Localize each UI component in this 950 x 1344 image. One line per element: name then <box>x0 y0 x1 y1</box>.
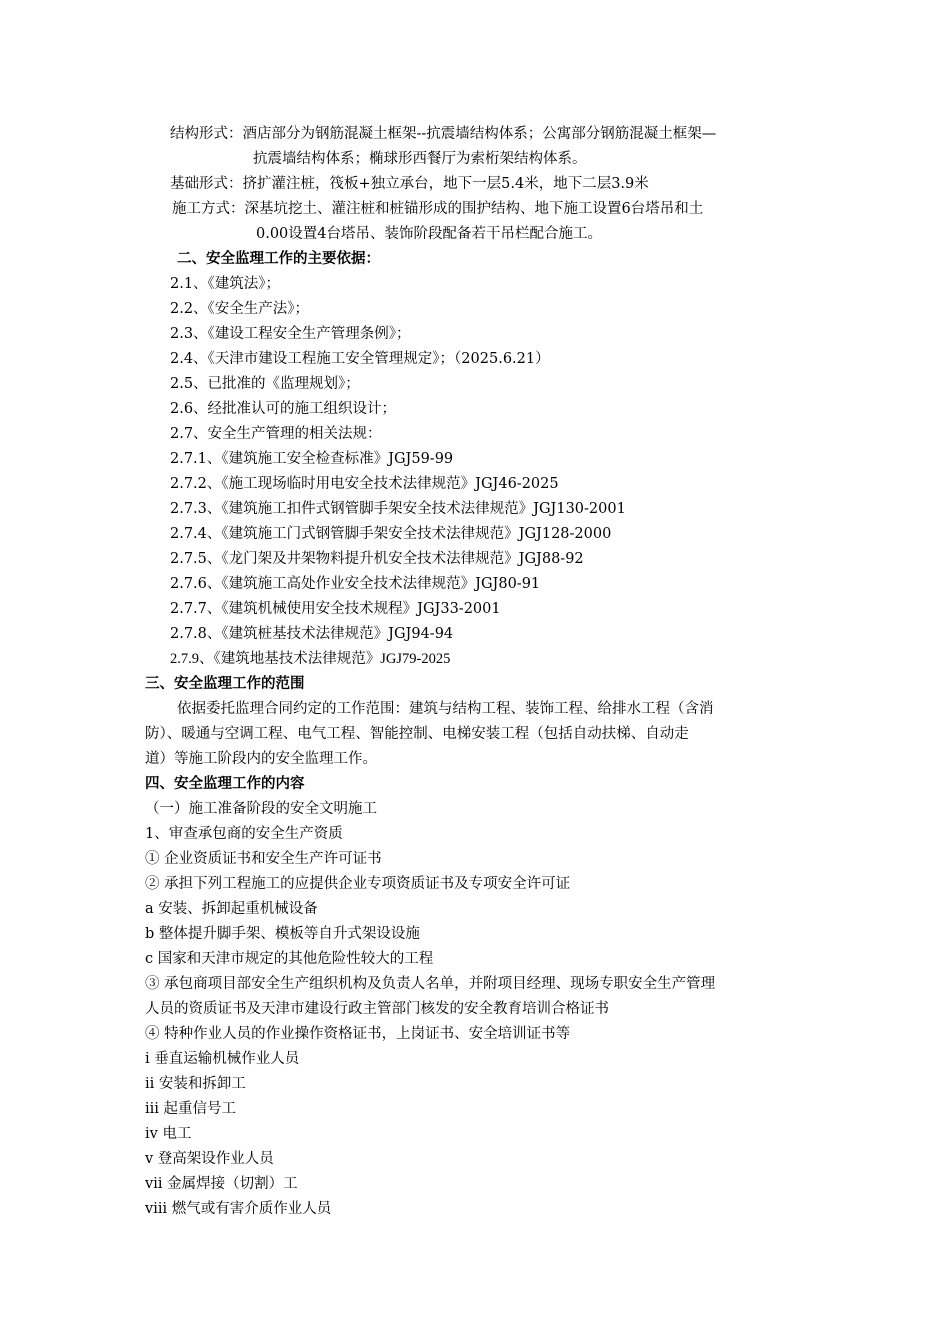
personnel-item: ⅷ 燃气或有害介质作业人员 <box>145 1201 332 1217</box>
content-item: b 整体提升脚手架、模板等自升式架设设施 <box>145 926 420 942</box>
foundation-form-line: 基础形式：挤扩灌注桩，筏板+独立承台，地下一层5.4米，地下二层3.9米 <box>170 176 649 192</box>
content-item: ② 承担下列工程施工的应提供企业专项资质证书及专项安全许可证 <box>145 876 571 892</box>
scope-paragraph-line: 道）等施工阶段内的安全监理工作。 <box>145 751 377 767</box>
personnel-item: ⅰ 垂直运输机械作业人员 <box>145 1051 300 1067</box>
regulation-item: 2.7.6、《建筑施工高处作业安全技术法律规范》JGJ80-91 <box>170 576 541 592</box>
basis-item: 2.2、《安全生产法》； <box>170 301 310 317</box>
content-item: 1、审查承包商的安全生产资质 <box>145 826 343 842</box>
subsection-heading: （一）施工准备阶段的安全文明施工 <box>145 801 377 817</box>
personnel-item: ⅱ 安装和拆卸工 <box>145 1076 246 1092</box>
structure-form-line: 结构形式：酒店部分为钢筋混凝土框架--抗震墙结构体系；公寓部分钢筋混凝土框架— <box>170 126 717 142</box>
personnel-item: ⅴ 登高架设作业人员 <box>145 1151 274 1167</box>
scope-paragraph-line: 依据委托监理合同约定的工作范围：建筑与结构工程、装饰工程、给排水工程（含消 <box>177 701 714 717</box>
structure-form-continuation: 抗震墙结构体系；椭球形西餐厅为索桁架结构体系。 <box>253 151 587 167</box>
basis-item: 2.6、经批准认可的施工组织设计； <box>170 401 397 417</box>
content-item: ④ 特种作业人员的作业操作资格证书，上岗证书、安全培训证书等 <box>145 1026 571 1042</box>
section-2-heading: 二、安全监理工作的主要依据： <box>177 250 380 267</box>
regulation-item: 2.7.2、《施工现场临时用电安全技术法律规范》JGJ46-2025 <box>170 476 559 492</box>
regulation-item: 2.7.3、《建筑施工扣件式钢管脚手架安全技术法律规范》JGJ130-2001 <box>170 501 626 517</box>
section-4-heading: 四、安全监理工作的内容 <box>145 775 305 792</box>
basis-item: 2.7、安全生产管理的相关法规： <box>170 426 382 442</box>
basis-item: 2.1、《建筑法》； <box>170 276 281 292</box>
content-item: 人员的资质证书及天津市建设行政主管部门核发的安全教育培训合格证书 <box>145 1001 609 1017</box>
construction-method-line: 施工方式：深基坑挖土、灌注桩和桩锚形成的围护结构、地下施工设置6台塔吊和土 <box>172 201 704 217</box>
construction-method-continuation: 0.00设置4台塔吊、装饰阶段配备若干吊栏配合施工。 <box>256 226 603 242</box>
personnel-item: ⅶ 金属焊接（切割）工 <box>145 1176 298 1192</box>
scope-paragraph-line: 防）、暖通与空调工程、电气工程、智能控制、电梯安装工程（包括自动扶梯、自动走 <box>145 726 689 742</box>
personnel-item: ⅲ 起重信号工 <box>145 1101 237 1117</box>
regulation-item: 2.7.9、《建筑地基技术法律规范》JGJ79-2025 <box>170 651 451 667</box>
content-item: a 安装、拆卸起重机械设备 <box>145 901 318 917</box>
content-item: ③ 承包商项目部安全生产组织机构及负责人名单，并附项目经理、现场专职安全生产管理 <box>145 976 716 992</box>
regulation-item: 2.7.4、《建筑施工门式钢管脚手架安全技术法律规范》JGJ128-2000 <box>170 526 612 542</box>
regulation-item: 2.7.7、《建筑机械使用安全技术规程》JGJ33-2001 <box>170 601 501 617</box>
basis-item: 2.4、《天津市建设工程施工安全管理规定》；（2025.6.21） <box>170 351 550 367</box>
regulation-item: 2.7.5、《龙门架及井架物料提升机安全技术法律规范》JGJ88-92 <box>170 551 584 567</box>
regulation-item: 2.7.8、《建筑桩基技术法律规范》JGJ94-94 <box>170 626 454 642</box>
basis-item: 2.3、《建设工程安全生产管理条例》； <box>170 326 411 342</box>
personnel-item: ⅳ 电工 <box>145 1126 192 1142</box>
basis-item: 2.5、已批准的《监理规划》； <box>170 376 360 392</box>
content-item: c 国家和天津市规定的其他危险性较大的工程 <box>145 951 434 967</box>
section-3-heading: 三、安全监理工作的范围 <box>145 675 305 692</box>
regulation-item: 2.7.1、《建筑施工安全检查标准》JGJ59-99 <box>170 451 454 467</box>
content-item: ① 企业资质证书和安全生产许可证书 <box>145 851 382 867</box>
